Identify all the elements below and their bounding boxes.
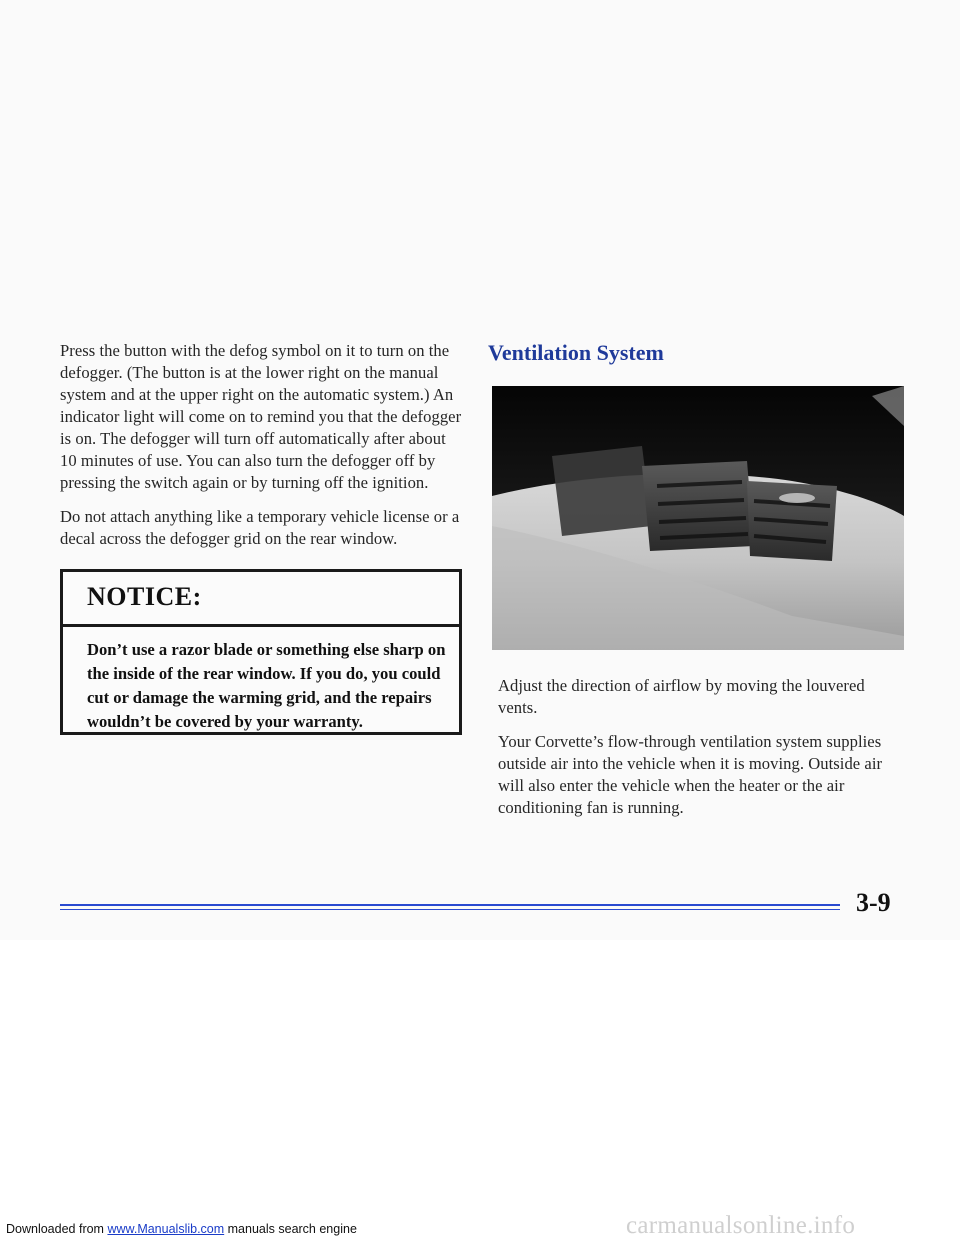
page-number: 3-9 bbox=[856, 888, 891, 917]
footer-rule bbox=[60, 904, 840, 910]
decal-paragraph: Do not attach anything like a temporary vehicle license or a decal across the defogger grid on the rear window. bbox=[60, 507, 460, 548]
footer-prefix: Downloaded from bbox=[6, 1222, 108, 1236]
manualslib-link[interactable]: www.Manualslib.com bbox=[107, 1222, 225, 1236]
defogger-paragraph: Press the button with the defog symbol on it to turn on the defogger. (The button is at the lower right on the manual system and at the upper right on the automatic system.) An indicator light will come on to remind you that the defogger is on. The defogger will turn off automatically after about 10 minutes of use. You can also turn the defogger off by pressing the switch again or by turning off the ignition. bbox=[60, 341, 462, 492]
notice-body: Don’t use a razor blade or something else sharp on the inside of the rear window. If you do, you could cut or damage the warming grid, and the repairs wouldn’t be covered by your warranty. bbox=[87, 640, 446, 731]
notice-heading bbox=[63, 572, 459, 627]
vent-photo-illustration bbox=[492, 386, 904, 650]
footer-rule-thick bbox=[60, 904, 840, 906]
footer-rule-thin bbox=[60, 909, 840, 910]
watermark: carmanualsonline.info bbox=[626, 1212, 856, 1239]
ventilation-paragraph: Your Corvette’s flow-through ventilation system supplies outside air into the vehicle when it is moving. Outside air will also enter the vehicle when the heater or the air conditioning fan is running. bbox=[498, 732, 883, 817]
airflow-paragraph: Adjust the direction of airflow by moving the louvered vents. bbox=[498, 676, 865, 717]
section-title: Ventilation System bbox=[488, 340, 664, 365]
left-column bbox=[60, 340, 464, 562]
download-footer bbox=[6, 1222, 357, 1236]
notice-title: NOTICE: bbox=[87, 582, 202, 611]
right-column bbox=[498, 675, 908, 831]
vent-photo bbox=[492, 386, 904, 650]
notice-box bbox=[60, 569, 462, 735]
footer-suffix: manuals search engine bbox=[224, 1222, 357, 1236]
